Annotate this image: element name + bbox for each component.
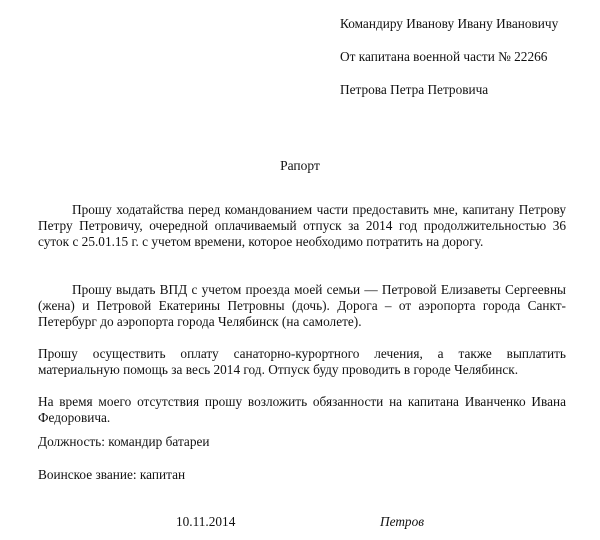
sender-name-line: Петрова Петра Петровича: [340, 82, 489, 97]
paragraph-duties-assignment: На время моего отсутствия прошу возложить обязанности на капитана Иванченко Ивана Федоровича.: [38, 394, 566, 425]
document-date: 10.11.2014: [176, 514, 236, 529]
position-line: Должность: командир батареи: [38, 434, 210, 449]
signature: Петров: [380, 514, 425, 529]
sender-unit-line: От капитана военной части № 22266: [340, 49, 548, 64]
paragraph-payment-request: Прошу осуществить оплату санаторно-курортного лечения, а также выплатить материальную помощь за весь 2014 год. Отпуск буду проводить в городе Челябинск.: [38, 346, 566, 377]
addressee-line: Командиру Иванову Ивану Ивановичу: [340, 16, 559, 31]
rank-line: Воинское звание: капитан: [38, 467, 186, 482]
document-title: Рапорт: [280, 158, 320, 173]
paragraph-leave-request: Прошу ходатайства перед командованием части предоставить мне, капитану Петрову Петру Петровичу, очередной оплачиваемый отпуск за 2014 год продолжительностью 36 суток с 25.01.15 г. с учетом времени, которое необходимо потратить на дорогу.: [38, 202, 566, 249]
paragraph-travel-documents: Прошу выдать ВПД с учетом проезда моей семьи — Петровой Елизаветы Сергеевны (жена) и Петровой Екатерины Петровны (дочь). Дорога – от аэропорта города Санкт-Петербург до аэропорта города Челябинск (на самолете).: [38, 282, 566, 329]
